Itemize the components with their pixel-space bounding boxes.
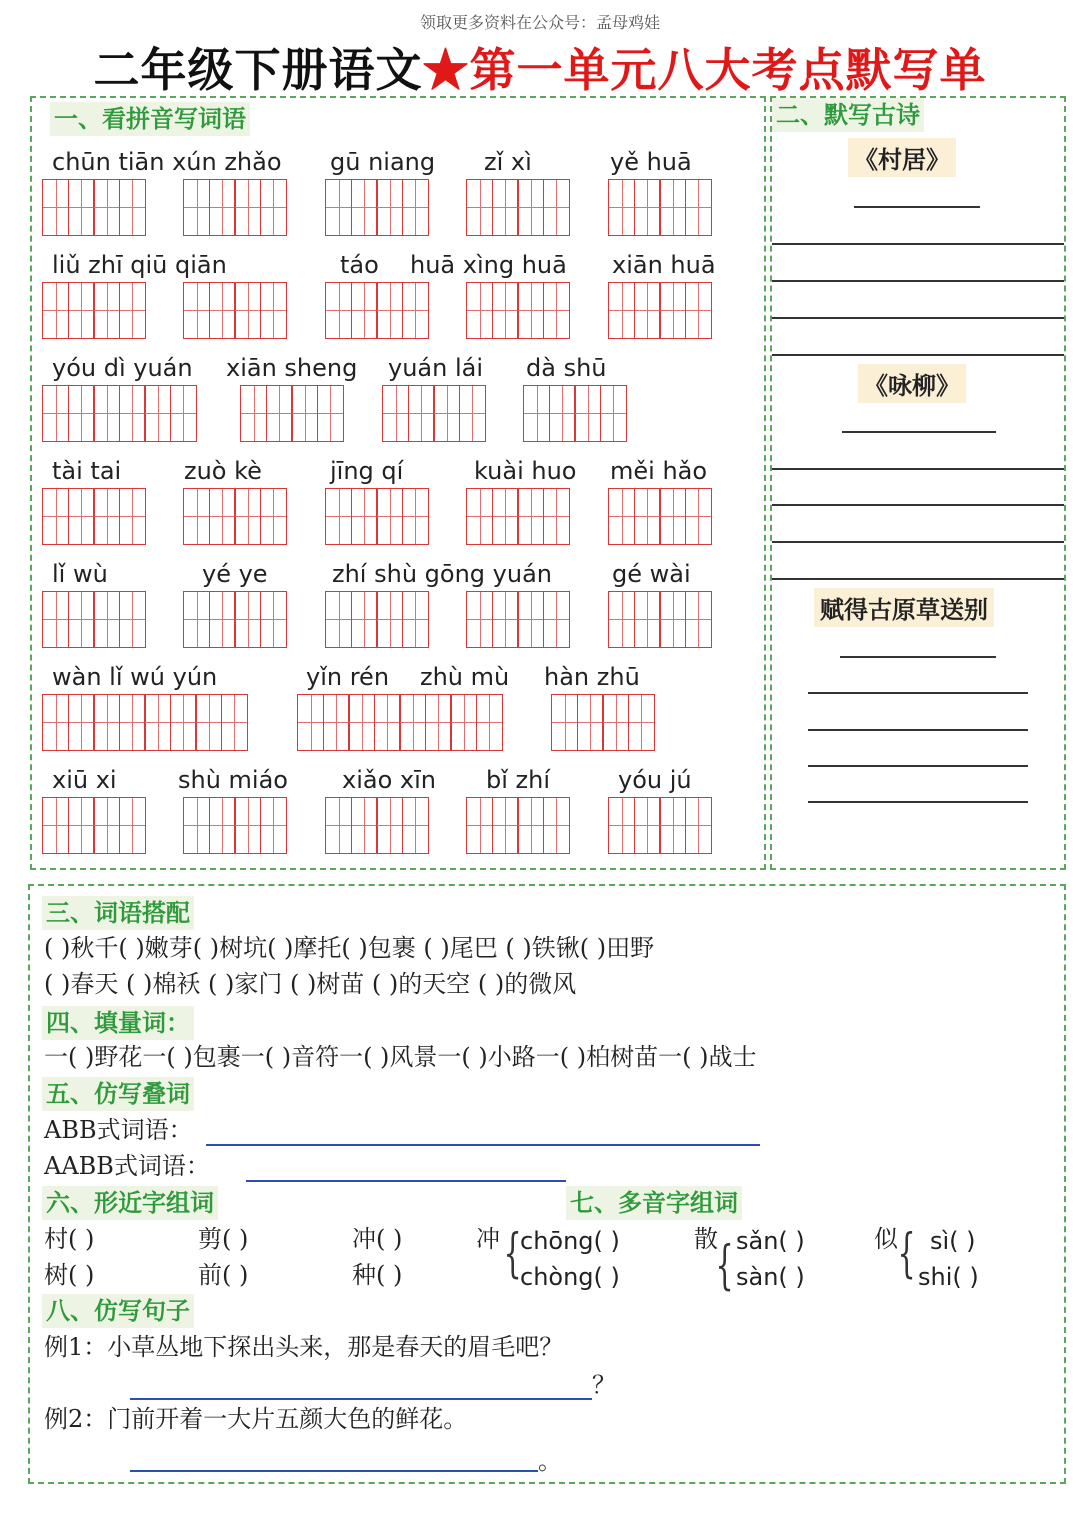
pinyin-label: yǐn rén [306,663,390,691]
writing-cell[interactable] [42,488,69,545]
writing-cell[interactable] [549,385,576,442]
writing-cell[interactable] [183,179,210,236]
pinyin-label: kuài huo [474,457,577,485]
writing-cell[interactable] [93,179,120,236]
writing-cell[interactable] [374,694,401,751]
writing-cell[interactable] [433,385,460,442]
writing-cell[interactable] [351,488,378,545]
writing-grid[interactable] [466,282,570,339]
writing-cell[interactable] [466,488,493,545]
writing-grid[interactable] [183,488,287,545]
poem-line [808,692,1028,694]
writing-cell[interactable] [93,797,120,854]
writing-grid[interactable] [183,282,287,339]
writing-grid[interactable] [608,591,712,648]
poem-line [772,243,1064,245]
section-8-heading: 八、仿写句子 [42,1294,194,1328]
writing-cell[interactable] [170,694,197,751]
writing-cell[interactable] [492,591,519,648]
writing-cell[interactable] [234,282,261,339]
pinyin-label: liǔ zhī qiū qiān [52,251,227,279]
pinyin-label: zuò kè [184,457,262,485]
pinyin-label: zhí shù gōng yuán [332,560,552,588]
writing-cell[interactable] [466,282,493,339]
writing-cell[interactable] [209,797,236,854]
abb-answer-line[interactable] [206,1144,760,1146]
sentence-example-2: 例2：门前开着一大片五颜大色的鲜花。 [44,1405,468,1433]
writing-cell[interactable] [119,488,146,545]
poem-line [772,317,1064,319]
writing-cell[interactable] [325,797,352,854]
poem-line [808,801,1028,803]
poem-title-cunju: 《村居》 [848,138,956,177]
writing-cell[interactable] [466,591,493,648]
writing-cell[interactable] [551,694,578,751]
poem-author-line [840,656,996,658]
writing-grid[interactable] [466,797,570,854]
writing-cell[interactable] [93,385,120,442]
similar-char-item: 前( ) [198,1261,249,1289]
writing-grid[interactable] [240,385,344,442]
writing-grid[interactable] [608,488,712,545]
writing-cell[interactable] [68,797,95,854]
writing-cell[interactable] [608,488,635,545]
similar-char-item: 剪( ) [198,1225,249,1253]
writing-cell[interactable] [659,591,686,648]
writing-cell[interactable] [523,385,550,442]
writing-cell[interactable] [402,488,429,545]
writing-cell[interactable] [93,488,120,545]
writing-cell[interactable] [119,797,146,854]
writing-grid[interactable] [608,282,712,339]
poem-line [772,504,1064,506]
similar-char-item: 树( ) [44,1261,95,1289]
writing-grid[interactable] [325,488,429,545]
writing-cell[interactable] [634,797,661,854]
writing-cell[interactable] [685,179,712,236]
writing-cell[interactable] [517,179,544,236]
pinyin-label: shù miáo [178,766,288,794]
section-6-heading: 六、形近字组词 [42,1186,218,1220]
watermark: 领取更多资料在公众号：孟母鸡娃 [419,13,660,32]
writing-cell[interactable] [42,385,69,442]
poem-line [772,354,1064,356]
polyphone-reading: sǎn( ) [736,1227,805,1255]
poem-author-line [842,431,996,433]
measure-word-line: 一( )野花一( )包裹一( )音符一( )风景一( )小路一( )柏树苗一( )战士 [44,1043,757,1071]
writing-cell[interactable] [93,282,120,339]
writing-cell[interactable] [260,179,287,236]
writing-cell[interactable] [260,488,287,545]
writing-cell[interactable] [402,179,429,236]
writing-cell[interactable] [608,591,635,648]
pinyin-label: wàn lǐ wú yún [52,663,218,691]
writing-cell[interactable] [234,591,261,648]
writing-grid[interactable] [608,179,712,236]
writing-cell[interactable] [68,179,95,236]
writing-cell[interactable] [577,694,604,751]
writing-cell[interactable] [402,797,429,854]
writing-cell[interactable] [183,282,210,339]
writing-cell[interactable] [93,591,120,648]
writing-grid[interactable] [42,488,146,545]
writing-cell[interactable] [382,385,409,442]
writing-grid[interactable] [608,797,712,854]
writing-cell[interactable] [543,591,570,648]
writing-cell[interactable] [659,179,686,236]
polyphone-reading: chōng( ) [520,1227,620,1255]
similar-char-item: 种( ) [352,1261,403,1289]
poem-line [772,280,1064,282]
writing-cell[interactable] [325,488,352,545]
writing-cell[interactable] [68,591,95,648]
writing-cell[interactable] [685,488,712,545]
similar-char-item: 村( ) [44,1225,95,1253]
pinyin-label: bǐ zhí [486,766,551,794]
writing-grid[interactable] [466,179,570,236]
poem-line [808,765,1028,767]
title-part2: 第一单元八大考点默写单 [469,43,987,97]
pinyin-label: jīng qí [330,457,404,485]
sentence-example-1: 例1：小草丛地下探出头来，那是春天的眉毛吧？ [44,1333,564,1361]
polyphone-reading: chòng( ) [520,1263,620,1291]
aabb-label: AABB式词语： [44,1152,210,1180]
writing-cell[interactable] [260,797,287,854]
writing-cell[interactable] [68,385,95,442]
poem-line [772,468,1064,470]
sentence-answer-line-2[interactable] [130,1470,538,1472]
writing-cell[interactable] [466,797,493,854]
pinyin-label: xiǎo xīn [342,766,436,794]
writing-grid[interactable] [183,591,287,648]
writing-cell[interactable] [325,591,352,648]
pinyin-label: tài tai [52,457,122,485]
pinyin-label: yě huā [610,148,692,176]
writing-cell[interactable] [234,179,261,236]
section-4-heading: 四、填量词： [42,1006,194,1040]
writing-cell[interactable] [543,282,570,339]
writing-cell[interactable] [42,282,69,339]
writing-cell[interactable] [68,488,95,545]
pinyin-label: gé wài [612,560,691,588]
writing-cell[interactable] [183,488,210,545]
pinyin-label: hàn zhū [544,663,640,691]
writing-cell[interactable] [659,282,686,339]
writing-cell[interactable] [408,385,435,442]
writing-cell[interactable] [543,488,570,545]
writing-cell[interactable] [459,385,486,442]
writing-grid[interactable] [297,694,503,751]
writing-cell[interactable] [42,591,69,648]
poem-section-box [770,96,1066,870]
pinyin-label: xiū xi [52,766,117,794]
star-icon: ★ [422,43,470,97]
poem-line [808,729,1028,731]
pinyin-label: yóu dì yuán [52,354,193,382]
writing-cell[interactable] [634,179,661,236]
matching-line-2: ( )春天 ( )棉袄 ( )家门 ( )树苗 ( )的天空 ( )的微风 [44,970,577,998]
writing-cell[interactable] [119,694,146,751]
brace-icon: { [503,1224,522,1284]
writing-cell[interactable] [517,488,544,545]
writing-cell[interactable] [325,282,352,339]
matching-line-1: ( )秋千( )嫩芽( )树坑( )摩托( )包裹 ( )尾巴 ( )铁锹( )田野 [44,934,655,962]
pinyin-label: yóu jú [618,766,692,794]
writing-cell[interactable] [323,694,350,751]
writing-cell[interactable] [170,385,197,442]
writing-cell[interactable] [68,282,95,339]
writing-cell[interactable] [119,179,146,236]
writing-cell[interactable] [574,385,601,442]
pinyin-label: táo [340,251,379,279]
writing-cell[interactable] [492,282,519,339]
pinyin-label: lǐ wù [52,560,108,588]
writing-grid[interactable] [42,797,146,854]
polyphone-reading: sàn( ) [736,1263,805,1291]
writing-cell[interactable] [685,797,712,854]
poem-title-fude: 赋得古原草送别 [814,588,994,627]
writing-cell[interactable] [602,694,629,751]
writing-cell[interactable] [608,282,635,339]
pinyin-label: yé ye [202,560,268,588]
writing-cell[interactable] [317,385,344,442]
writing-grid[interactable] [325,282,429,339]
writing-cell[interactable] [42,179,69,236]
poem-title-yongliu: 《咏柳》 [858,364,966,403]
writing-grid[interactable] [325,179,429,236]
writing-cell[interactable] [260,591,287,648]
polyphone-reading: sì( ) [930,1227,976,1255]
poem-line [772,578,1064,580]
page-title [0,34,1080,100]
writing-cell[interactable] [291,385,318,442]
writing-grid[interactable] [42,385,197,442]
writing-grid[interactable] [325,797,429,854]
writing-cell[interactable] [68,694,95,751]
writing-grid[interactable] [42,179,146,236]
writing-cell[interactable] [234,488,261,545]
writing-grid[interactable] [382,385,486,442]
writing-grid[interactable] [466,488,570,545]
section-5-heading: 五、仿写叠词 [42,1077,194,1111]
writing-cell[interactable] [634,488,661,545]
polyphone-char-san: 散 [694,1225,718,1253]
pinyin-label: xiān sheng [226,354,358,382]
writing-grid[interactable] [42,591,146,648]
writing-cell[interactable] [297,694,324,751]
writing-cell[interactable] [543,179,570,236]
writing-cell[interactable] [402,591,429,648]
writing-cell[interactable] [351,797,378,854]
writing-cell[interactable] [119,591,146,648]
writing-cell[interactable] [492,488,519,545]
writing-cell[interactable] [608,797,635,854]
polyphone-char-si: 似 [874,1225,898,1253]
writing-cell[interactable] [209,179,236,236]
writing-cell[interactable] [209,591,236,648]
writing-grid[interactable] [551,694,655,751]
writing-cell[interactable] [351,591,378,648]
writing-cell[interactable] [42,797,69,854]
writing-cell[interactable] [209,282,236,339]
aabb-answer-line[interactable] [246,1180,566,1182]
writing-cell[interactable] [634,591,661,648]
writing-cell[interactable] [376,591,403,648]
writing-cell[interactable] [492,179,519,236]
writing-cell[interactable] [234,797,261,854]
writing-cell[interactable] [543,797,570,854]
writing-cell[interactable] [450,694,477,751]
writing-cell[interactable] [119,282,146,339]
pinyin-label: dà shū [526,354,607,382]
writing-cell[interactable] [240,385,267,442]
writing-cell[interactable] [685,591,712,648]
writing-cell[interactable] [634,282,661,339]
writing-cell[interactable] [600,385,627,442]
poem-author-line [854,206,980,208]
writing-grid[interactable] [466,591,570,648]
pinyin-label: xiān huā [612,251,716,279]
writing-cell[interactable] [221,694,248,751]
writing-cell[interactable] [209,488,236,545]
writing-cell[interactable] [195,694,222,751]
writing-cell[interactable] [399,694,426,751]
writing-cell[interactable] [685,282,712,339]
section-2-heading: 二、默写古诗 [772,98,924,132]
polyphone-reading: shi( ) [918,1263,979,1291]
writing-cell[interactable] [144,694,171,751]
sentence-answer-line-1[interactable] [130,1398,592,1400]
writing-cell[interactable] [608,179,635,236]
writing-cell[interactable] [425,694,452,751]
pinyin-label: yuán lái [388,354,484,382]
writing-cell[interactable] [351,179,378,236]
writing-grid[interactable] [325,591,429,648]
polyphone-char-chong: 冲 [476,1225,500,1253]
writing-cell[interactable] [376,282,403,339]
pinyin-label: zhù mù [420,663,510,691]
writing-grid[interactable] [183,797,287,854]
abb-label: ABB式词语： [44,1116,193,1144]
pinyin-label: měi hǎo [610,457,708,485]
writing-cell[interactable] [351,282,378,339]
writing-cell[interactable] [348,694,375,751]
writing-cell[interactable] [183,797,210,854]
writing-cell[interactable] [376,797,403,854]
writing-cell[interactable] [659,797,686,854]
writing-grid[interactable] [42,282,146,339]
section-3-heading: 三、词语搭配 [42,896,194,930]
poem-line [772,541,1064,543]
section-7-heading: 七、多音字组词 [566,1186,742,1220]
writing-cell[interactable] [144,385,171,442]
writing-cell[interactable] [476,694,503,751]
pinyin-label: zǐ xì [484,148,532,176]
writing-cell[interactable] [93,694,120,751]
writing-cell[interactable] [659,488,686,545]
writing-cell[interactable] [402,282,429,339]
question-mark: ？ [592,1371,616,1399]
pinyin-label: chūn tiān xún zhǎo [52,148,282,176]
brace-icon: { [715,1236,734,1296]
writing-cell[interactable] [260,282,287,339]
writing-cell[interactable] [517,591,544,648]
writing-grid[interactable] [183,179,287,236]
writing-cell[interactable] [325,179,352,236]
writing-cell[interactable] [376,488,403,545]
writing-cell[interactable] [119,385,146,442]
writing-cell[interactable] [266,385,293,442]
writing-cell[interactable] [628,694,655,751]
title-part1: 二年级下册语文 [93,43,423,97]
similar-char-item: 冲( ) [352,1225,403,1253]
section-1-heading: 一、看拼音写词语 [50,102,250,136]
writing-grid[interactable] [42,694,248,751]
writing-cell[interactable] [376,179,403,236]
brace-icon: { [897,1224,916,1284]
writing-cell[interactable] [492,797,519,854]
writing-cell[interactable] [42,694,69,751]
pinyin-label: huā xìng huā [410,251,567,279]
period-mark: 。 [538,1447,562,1475]
writing-cell[interactable] [517,797,544,854]
writing-cell[interactable] [517,282,544,339]
writing-cell[interactable] [466,179,493,236]
writing-grid[interactable] [523,385,627,442]
pinyin-label: gū niang [330,148,436,176]
writing-cell[interactable] [183,591,210,648]
